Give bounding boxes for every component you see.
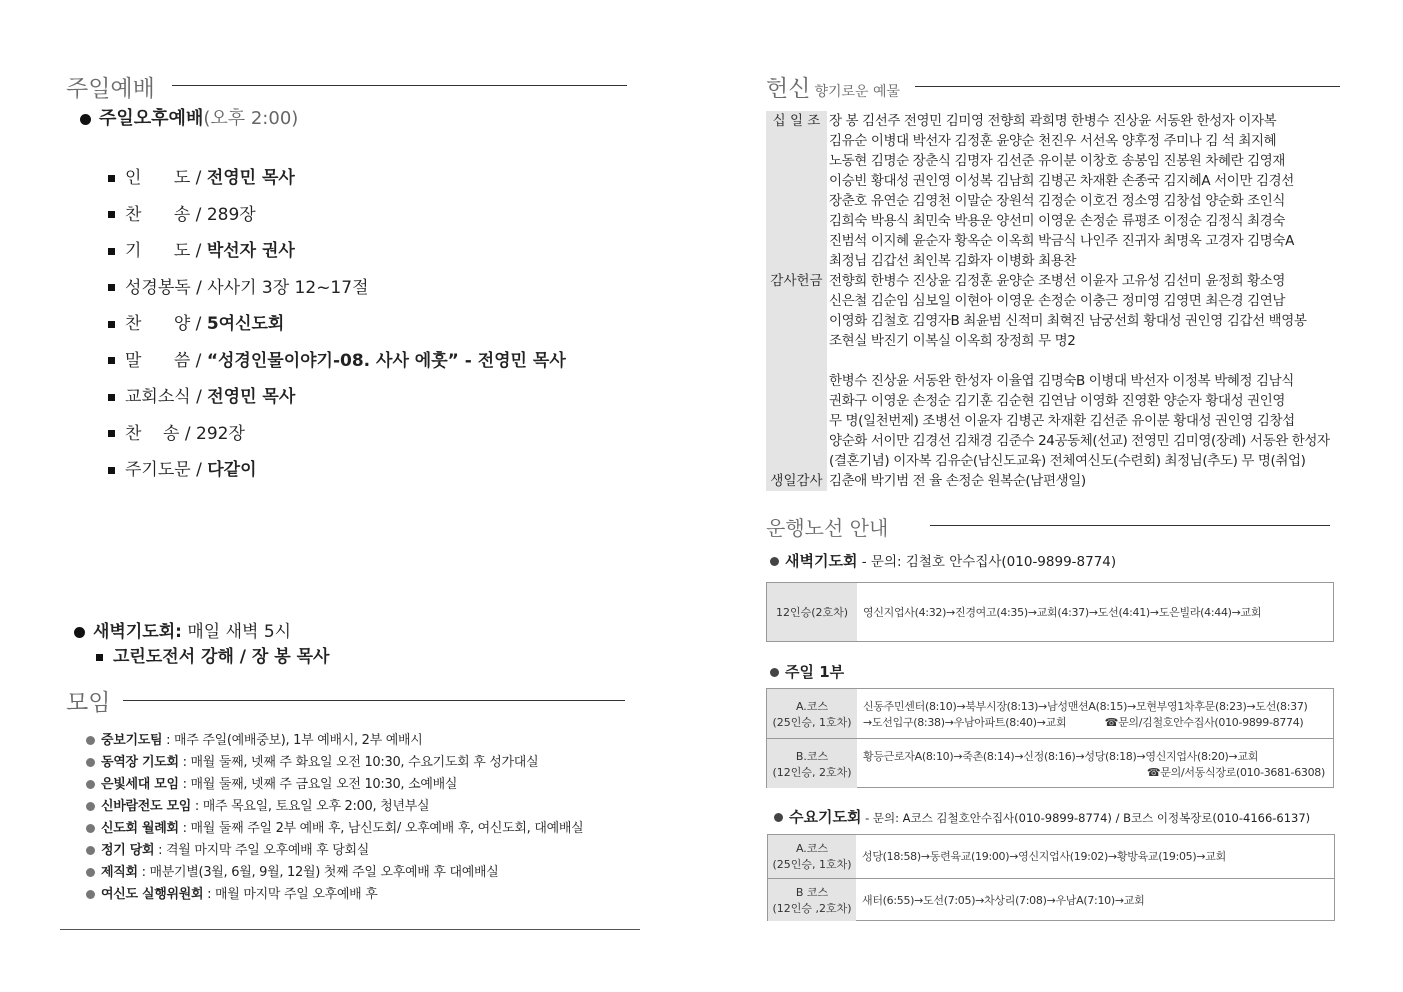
meeting-desc: : 매월 마지막 주일 오후예배 후	[203, 887, 378, 902]
bullet-square-icon	[108, 394, 115, 401]
route-stops	[857, 583, 1333, 641]
meeting-name: 신도회 월례회	[101, 821, 179, 836]
route-stops-line: 영신지업사(4:32)→진경여고(4:35)→교회(4:37)→도선(4:41)→도은빌라(4:44)→교회	[863, 606, 1262, 619]
order-label: 인 도	[125, 168, 191, 188]
dawn-route-title: 새벽기도회	[785, 552, 858, 570]
route-course-label-line: (25인승, 1호차)	[772, 858, 852, 872]
order-separator: /	[190, 168, 207, 188]
bullet-square-icon	[108, 175, 115, 182]
meeting-desc: : 매월 둘째 주일 2부 예배 후, 남신도회/ 오후예배 후, 여신도회, 대예배실	[178, 821, 584, 836]
order-item	[108, 200, 256, 225]
divider	[172, 85, 627, 86]
route-course-label	[768, 835, 856, 878]
offering-line	[829, 351, 1330, 371]
route-course-label-line: A.코스	[795, 699, 829, 713]
meeting-item	[86, 839, 369, 858]
offering-subtitle: 향기로운 예물	[814, 84, 901, 100]
afternoon-service-title: 주일오후예배	[99, 108, 204, 129]
offering-label: 십 일 조	[766, 111, 827, 271]
route-course-label-line: B.코스	[795, 749, 829, 763]
wed-route-heading	[774, 806, 1310, 827]
order-separator: /	[190, 314, 207, 334]
bullet-square-icon	[108, 211, 115, 218]
route-course-label-line: (12인승, 2호차)	[772, 765, 852, 779]
route-stops-line: 성당(18:58)→동련육교(19:00)→영신지업사(19:02)→황방육교(19:05)→교회	[862, 850, 1226, 864]
dawn-prayer-detail: 매일 새벽 5시	[187, 622, 292, 642]
meeting-desc: : 매주 목요일, 토요일 오후 2:00, 청년부실	[191, 799, 430, 814]
order-value: “성경인물이야기-08. 사사 에훗” - 전영민 목사	[206, 350, 566, 371]
route-course-label-line: A.코스	[795, 842, 829, 856]
order-separator: /	[190, 277, 208, 298]
route-stops	[856, 879, 1334, 922]
bullet-dot-icon	[86, 824, 95, 833]
section-title-offering: 헌신	[766, 76, 811, 102]
section-title-sunday-worship: 주일예배	[66, 76, 155, 102]
route-row	[767, 689, 1333, 738]
offering-line: 장 봉 김선주 전영민 김미영 전향희 곽희명 한병수 진상윤 서동완 한성자 이자복	[829, 113, 1277, 129]
order-label: 주기도문	[125, 460, 191, 480]
afternoon-service-time: (오후 2:00)	[203, 108, 299, 129]
dawn-route-contact: - 문의: 김철호 안수집사(010-9899-8774)	[857, 554, 1117, 570]
bullet-square-icon	[108, 321, 115, 328]
route-course-label	[767, 739, 857, 788]
meeting-desc: : 매월 둘째, 넷째 주 화요일 오전 10:30, 수요기도회 후 성가대실	[178, 755, 539, 770]
route-row	[768, 835, 1334, 878]
bullet-dot-icon	[86, 802, 95, 811]
bullet-square-icon	[108, 284, 115, 291]
bullet-dot-icon	[86, 758, 95, 767]
meeting-desc: : 매분기별(3월, 6월, 9월, 12월) 첫째 주일 오후예배 후 대예배실	[137, 865, 499, 880]
dawn-prayer-title: 새벽기도회:	[93, 622, 182, 642]
offering-names	[829, 471, 1086, 491]
route-course-label	[767, 583, 857, 641]
wed-route-title: 수요기도회	[789, 808, 862, 826]
order-separator: /	[190, 241, 207, 261]
sunday-route-heading	[770, 661, 844, 682]
order-label: 찬 송	[125, 423, 180, 444]
bullet-dot-icon	[86, 890, 95, 899]
route-course-label-line: B 코스	[795, 885, 829, 899]
meeting-item	[86, 817, 583, 836]
bullet-dot-icon	[86, 846, 95, 855]
order-item	[108, 273, 369, 298]
sunday-route-table	[766, 688, 1334, 788]
offering-line: (결혼기념) 이자복 김유순(남신도교육) 전체여신도(수련회) 최정님(추도) 무 명(취업)	[829, 453, 1306, 469]
sunday-route-title: 주일 1부	[785, 663, 845, 681]
order-label: 찬 송	[125, 204, 191, 225]
section-title-meetings: 모임	[66, 690, 111, 716]
meeting-item	[86, 751, 538, 770]
meeting-name: 신바람전도 모임	[101, 799, 192, 814]
offering-label: 생일감사	[766, 471, 827, 491]
order-value: 박선자 권사	[206, 241, 295, 261]
offering-label: 감사헌금	[766, 271, 827, 471]
bullet-dot-icon	[774, 813, 783, 822]
bullet-dot-icon	[86, 736, 95, 745]
order-item	[108, 236, 295, 261]
order-value: 사사기 3장 12~17절	[207, 277, 369, 298]
order-separator: /	[190, 387, 208, 407]
bullet-square-icon	[108, 248, 115, 255]
divider	[915, 86, 1340, 87]
order-item	[108, 419, 245, 444]
route-stops-line: ☎문의/서동식장로(010-3681-6308)	[1146, 765, 1325, 779]
meeting-item	[86, 883, 377, 902]
route-stops-line: →도선입구(8:38)→우남아파트(8:40)→교회 ☎문의/김철호안수집사(010-9899-8774)	[863, 715, 1304, 729]
offering-names	[829, 111, 1294, 271]
route-stops-line: 새터(6:55)→도선(7:05)→차상리(7:08)→우남A(7:10)→교회	[862, 893, 1145, 907]
route-course-label	[767, 689, 857, 738]
order-separator: /	[190, 350, 207, 371]
offering-line: 김희숙 박용식 최민숙 박용운 양선미 이영운 손정순 류평조 이정순 김정식 최경숙	[829, 213, 1286, 229]
offering-line: 김춘애 박기범 전 율 손정순 원복순(남편생일)	[829, 473, 1086, 489]
afternoon-service-heading	[80, 104, 298, 130]
dawn-prayer-sub	[96, 642, 329, 667]
order-item	[108, 455, 257, 480]
order-label: 찬 양	[125, 314, 191, 334]
route-stops	[856, 835, 1334, 878]
bullet-square-icon	[108, 357, 115, 364]
offering-line: 양순화 서이만 김경선 김채경 김준수 24공동체(선교) 전영민 김미영(장례) 서동완 한성자	[829, 433, 1330, 449]
order-item	[108, 309, 284, 334]
order-value: 전영민 목사	[207, 387, 296, 407]
route-course-label	[768, 879, 856, 922]
bullet-dot-icon	[74, 627, 85, 638]
offering-heading	[766, 70, 900, 103]
bullet-dot-icon	[86, 868, 95, 877]
route-stops	[857, 689, 1333, 738]
bullet-square-icon	[108, 430, 115, 437]
offering-line: 한병수 진상윤 서동완 한성자 이율엽 김명숙B 이병대 박선자 이정복 박혜정 김남식	[829, 373, 1294, 389]
meeting-item	[86, 861, 499, 880]
order-item	[108, 163, 295, 188]
route-course-label-line: (25인승, 1호차)	[772, 715, 852, 729]
offering-line: 이승빈 황대성 권인영 이성복 김남희 김병곤 차재환 손종국 김지혜A 서이만 김경선	[829, 173, 1294, 189]
dawn-prayer-heading	[74, 617, 291, 642]
meeting-item	[86, 729, 422, 748]
offering-line: 전향희 한병수 진상윤 김정훈 윤양순 조병선 이윤자 고유성 김선미 윤정희 황소영	[829, 273, 1286, 289]
meeting-name: 정기 당회	[101, 843, 155, 858]
order-value: 5여신도회	[206, 314, 285, 334]
offering-line: 장춘호 유연순 김영천 이말순 장원석 김정순 이호건 정소영 김창섭 양순화 조인식	[829, 193, 1286, 209]
meeting-name: 제직회	[101, 865, 138, 880]
offering-line: 이영화 김철호 김영자B 최윤범 신적미 최혁진 남궁선희 황대성 권인영 김갑선 백영봉	[829, 313, 1307, 329]
order-label: 기 도	[125, 241, 191, 261]
order-label: 교회소식	[125, 387, 191, 407]
route-course-label-line: (12인승 ,2호차)	[772, 901, 852, 915]
meeting-name: 은빛세대 모임	[101, 777, 179, 792]
dawn-route-heading	[770, 550, 1116, 571]
order-separator: /	[190, 460, 208, 480]
page-bottom-divider	[60, 929, 640, 930]
route-stops-line: 황등근로자A(8:10)→죽촌(8:14)→신정(8:16)→성당(8:18)→영신지업사(8:20)→교회	[863, 749, 1259, 763]
bullet-dot-icon	[80, 114, 91, 125]
bullet-square-icon	[108, 467, 115, 474]
route-course-label-line: 12인승(2호차)	[775, 606, 849, 619]
route-stops-line: 신동주민센터(8:10)→북부시장(8:13)→남성맨션A(8:15)→모현부영1차후문(8:23)→도선(8:37)	[863, 699, 1308, 713]
route-stops	[857, 739, 1333, 788]
bullet-dot-icon	[770, 668, 779, 677]
order-separator: /	[179, 423, 197, 444]
offering-names	[829, 271, 1330, 471]
order-item	[108, 346, 566, 371]
offering-line: 김유순 이병대 박선자 김정훈 윤양순 천진우 서선옥 양후정 주미나 김 석 최지혜	[829, 133, 1277, 149]
order-item	[108, 382, 295, 407]
route-row	[768, 878, 1334, 922]
divider	[930, 525, 1330, 526]
meeting-desc: : 격월 마지막 주일 오후예배 후 당회실	[154, 843, 370, 858]
order-label: 말 씀	[125, 350, 191, 371]
offering-line: 무 명(일천번제) 조병선 이윤자 김병곤 차재환 김선준 유이분 황대성 권인영 김창섭	[829, 413, 1295, 429]
wed-route-contact: - 문의: A코스 김철호안수집사(010-9899-8774) / B코스 이정복장로(010-4166-6137)	[861, 811, 1311, 825]
meeting-desc: : 매월 둘째, 넷째 주 금요일 오전 10:30, 소예배실	[178, 777, 458, 792]
meeting-item	[86, 795, 429, 814]
dawn-prayer-sub-text: 고린도전서 강해 / 장 봉 목사	[113, 647, 330, 667]
divider	[123, 700, 625, 701]
offering-line: 권화구 이영운 손정순 김기훈 김순현 김연남 이영화 진영환 양순자 황대성 권인영	[829, 393, 1286, 409]
dawn-route-table	[766, 582, 1334, 642]
order-value: 다같이	[207, 460, 257, 480]
order-separator: /	[190, 204, 207, 225]
offering-line: 최정님 김갑선 최인복 김화자 이병화 최용찬	[829, 253, 1076, 269]
route-row	[767, 583, 1333, 641]
offering-line: 진범석 이지혜 윤순자 황옥순 이옥희 박금식 나인주 진귀자 최명옥 고경자 김명숙A	[829, 233, 1294, 249]
offering-line: 조현실 박진기 이복실 이옥희 장정희 무 명2	[829, 333, 1076, 349]
order-value: 전영민 목사	[206, 168, 295, 188]
meeting-desc: : 매주 주일(예배중보), 1부 예배시, 2부 예배시	[162, 733, 423, 748]
section-title-routes: 운행노선 안내	[766, 516, 889, 540]
order-value: 292장	[196, 423, 245, 444]
bullet-dot-icon	[770, 557, 779, 566]
order-label: 성경봉독	[125, 277, 191, 298]
wed-route-table	[767, 834, 1335, 921]
order-value: 289장	[206, 204, 256, 225]
meeting-name: 동역장 기도회	[101, 755, 179, 770]
meeting-name: 중보기도팀	[101, 733, 163, 748]
bullet-square-icon	[96, 654, 103, 661]
route-row	[767, 738, 1333, 788]
offering-line: 신은철 김순임 심보일 이현아 이영운 손정순 이충근 정미영 김영면 최은경 김연남	[829, 293, 1286, 309]
meeting-name: 여신도 실행위원회	[101, 887, 204, 902]
offering-line: 노동현 김명순 장춘식 김명자 김선준 유이분 이창호 송봉임 진봉원 차혜란 김영재	[829, 153, 1286, 169]
meeting-item	[86, 773, 457, 792]
bullet-dot-icon	[86, 780, 95, 789]
